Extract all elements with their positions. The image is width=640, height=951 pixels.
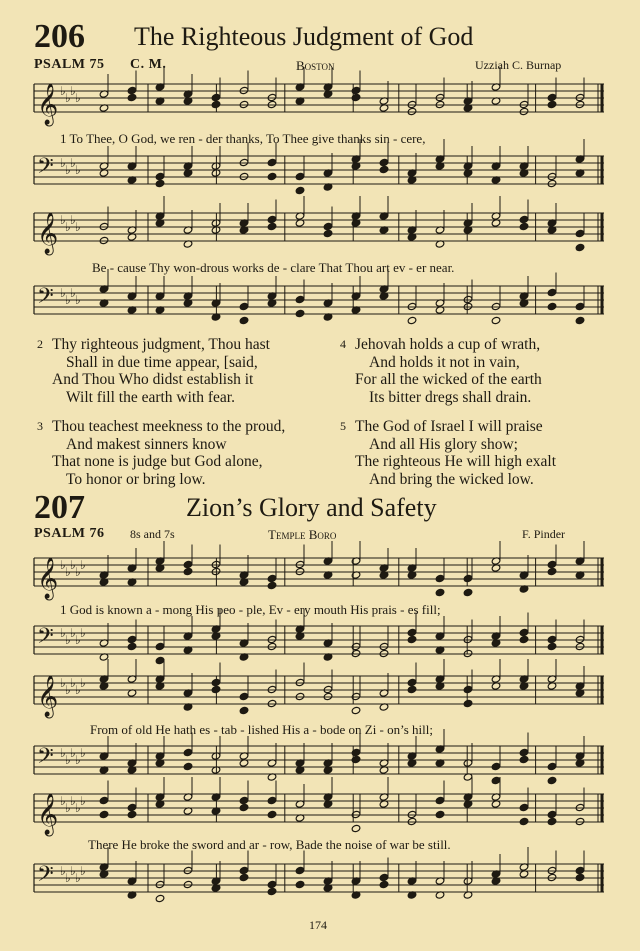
hymn-206-system-1-treble xyxy=(34,78,604,126)
hymn-207-system-1-bass xyxy=(34,620,604,668)
svg-text:♭: ♭ xyxy=(70,794,76,808)
svg-text:♭: ♭ xyxy=(70,286,76,300)
svg-text:♭: ♭ xyxy=(70,213,76,227)
stanza-number: 2 xyxy=(37,337,43,351)
bass-clef-icon: 𝄢 xyxy=(37,284,54,314)
stanza-line: For all the wicked of the earth xyxy=(355,371,542,388)
staff-lines xyxy=(34,156,604,184)
stanza-line: That none is judge but God alone, xyxy=(52,453,263,470)
svg-text:♭: ♭ xyxy=(65,753,71,767)
hymn-207-composer: F. Pinder xyxy=(522,527,566,541)
stanza-line: Jehovah holds a cup of wrath, xyxy=(355,336,541,353)
svg-text:♭: ♭ xyxy=(75,871,81,885)
svg-text:♭: ♭ xyxy=(60,84,66,98)
svg-text:♭: ♭ xyxy=(65,871,71,885)
hymn-206-composer: Uzziah C. Burnap xyxy=(475,58,562,72)
staff-lines xyxy=(34,626,604,654)
svg-text:♭: ♭ xyxy=(70,156,76,170)
stanza-line: And holds it not in vain, xyxy=(369,353,520,371)
staff-lines xyxy=(34,746,604,774)
hymn-207-meter: 8s and 7s xyxy=(130,527,175,541)
key-signature-flats-icon xyxy=(60,864,86,885)
stanza-line: And Thou Who didst establish it xyxy=(52,371,254,388)
stanza-line: Shall in due time appear, [said, xyxy=(66,353,258,371)
key-signature-flats-icon xyxy=(60,213,81,234)
hymn-206-meter: C. M. xyxy=(130,57,167,72)
stanza-line: And makest sinners know xyxy=(66,435,227,453)
staff-lines xyxy=(34,676,604,704)
stanza-line: Its bitter dregs shall drain. xyxy=(369,388,532,406)
hymn-206-stanza-2 xyxy=(37,336,270,406)
staff-lines xyxy=(34,794,604,822)
hymn-207-lyric-line-2: From of old He hath es - tab - lished His a - bode on Zi - on’s hill; xyxy=(90,722,434,737)
svg-text:♭: ♭ xyxy=(75,683,81,697)
stanza-number: 4 xyxy=(340,337,346,351)
stanza-line: Thou teachest meekness to the proud, xyxy=(52,418,286,435)
treble-clef-icon: 𝄞 xyxy=(37,794,59,835)
svg-text:♭: ♭ xyxy=(70,626,76,640)
hymn-206-tune: Boston xyxy=(296,58,335,73)
svg-text:♭: ♭ xyxy=(80,558,86,572)
notes xyxy=(99,847,585,903)
svg-text:♭: ♭ xyxy=(70,84,76,98)
hymn-206-lyric-line-2: Be - cause Thy won-drous works de - clare That Thou art ev - er near. xyxy=(92,260,455,275)
hymn-207-tune: Temple Boro xyxy=(268,527,337,542)
hymn-206-system-2-bass xyxy=(34,280,604,328)
svg-text:♭: ♭ xyxy=(75,753,81,767)
svg-text:♭: ♭ xyxy=(75,633,81,647)
hymn-207-system-2-bass xyxy=(34,740,604,788)
svg-text:♭: ♭ xyxy=(70,676,76,690)
svg-text:♭: ♭ xyxy=(60,626,66,640)
svg-text:♭: ♭ xyxy=(60,558,66,572)
svg-text:♭: ♭ xyxy=(75,91,81,105)
hymn-207-psalm: PSALM 76 xyxy=(34,526,105,541)
stanza-number: 3 xyxy=(37,419,43,433)
svg-text:♭: ♭ xyxy=(70,746,76,760)
hymn-206-stanza-4 xyxy=(340,336,542,406)
key-signature-flats-icon xyxy=(60,558,86,579)
hymn-207-system-3-treble xyxy=(34,788,604,836)
svg-text:♭: ♭ xyxy=(65,683,71,697)
notes xyxy=(99,541,585,597)
hymn-207-lyric-line-1: 1 God is known a - mong His peo - ple, Ev - ery mouth His prais - es fill; xyxy=(60,602,441,617)
notes xyxy=(99,139,585,195)
treble-clef-icon: 𝄞 xyxy=(37,84,59,125)
svg-text:♭: ♭ xyxy=(80,794,86,808)
key-signature-flats-icon xyxy=(60,676,86,697)
hymn-206-psalm: PSALM 75 xyxy=(34,57,105,72)
hymn-206-system-2-treble xyxy=(34,207,604,255)
hymn-206-title: The Righteous Judgment of God xyxy=(134,22,474,51)
svg-text:♭: ♭ xyxy=(80,864,86,878)
hymn-206-number: 206 xyxy=(34,18,85,55)
staff-lines xyxy=(34,286,604,314)
hymn-206-system-1-bass xyxy=(34,150,604,198)
svg-text:♭: ♭ xyxy=(60,864,66,878)
svg-text:♭: ♭ xyxy=(60,286,66,300)
bass-clef-icon: 𝄢 xyxy=(37,624,54,654)
svg-text:♭: ♭ xyxy=(70,558,76,572)
stanza-line: And all His glory show; xyxy=(369,435,518,453)
svg-text:♭: ♭ xyxy=(75,220,81,234)
svg-text:♭: ♭ xyxy=(80,746,86,760)
stanza-line: Wilt fill the earth with fear. xyxy=(66,388,235,406)
svg-text:♭: ♭ xyxy=(70,864,76,878)
bass-clef-icon: 𝄢 xyxy=(37,862,54,892)
hymn-207-title: Zion’s Glory and Safety xyxy=(186,493,437,522)
page-number: 174 xyxy=(309,918,327,932)
svg-text:♭: ♭ xyxy=(65,220,71,234)
svg-text:♭: ♭ xyxy=(65,633,71,647)
treble-clef-icon: 𝄞 xyxy=(37,558,59,599)
svg-text:♭: ♭ xyxy=(60,676,66,690)
svg-text:♭: ♭ xyxy=(65,293,71,307)
svg-text:♭: ♭ xyxy=(60,794,66,808)
staff-lines xyxy=(34,864,604,892)
staff-lines xyxy=(34,558,604,586)
hymn-207-number: 207 xyxy=(34,489,85,526)
hymn-207-lyric-line-3: There He broke the sword and ar - row, Bade the noise of war be still. xyxy=(88,837,451,852)
key-signature-flats-icon xyxy=(60,746,86,767)
stanza-line: The righteous He will high exalt xyxy=(355,453,557,470)
treble-clef-icon: 𝄞 xyxy=(37,213,59,254)
svg-text:♭: ♭ xyxy=(80,676,86,690)
key-signature-flats-icon xyxy=(60,84,81,105)
svg-text:♭: ♭ xyxy=(75,801,81,815)
stanza-line: And bring the wicked low. xyxy=(369,470,534,488)
svg-text:♭: ♭ xyxy=(65,565,71,579)
hymn-207-system-2-treble xyxy=(34,670,604,718)
bass-clef-icon: 𝄢 xyxy=(37,744,54,774)
svg-text:♭: ♭ xyxy=(65,801,71,815)
bass-clef-icon: 𝄢 xyxy=(37,154,54,184)
hymn-206-stanza-3 xyxy=(37,418,286,488)
key-signature-flats-icon xyxy=(60,794,86,815)
svg-text:♭: ♭ xyxy=(65,163,71,177)
svg-text:♭: ♭ xyxy=(60,213,66,227)
svg-text:♭: ♭ xyxy=(80,626,86,640)
notes xyxy=(99,269,585,325)
stanza-line: The God of Israel I will praise xyxy=(355,418,543,435)
svg-text:♭: ♭ xyxy=(75,163,81,177)
hymn-207-system-1-treble xyxy=(34,552,604,600)
staff-lines xyxy=(34,213,604,241)
stanza-line: To honor or bring low. xyxy=(66,470,206,488)
svg-text:♭: ♭ xyxy=(65,91,71,105)
treble-clef-icon: 𝄞 xyxy=(37,676,59,717)
hymn-206-stanza-5 xyxy=(340,418,557,488)
staff-lines xyxy=(34,84,604,112)
key-signature-flats-icon xyxy=(60,626,86,647)
svg-text:♭: ♭ xyxy=(75,293,81,307)
svg-text:♭: ♭ xyxy=(60,746,66,760)
key-signature-flats-icon xyxy=(60,286,81,307)
stanza-number: 5 xyxy=(340,419,346,433)
hymn-206-lyric-line-1: 1 To Thee, O God, we ren - der thanks, To Thee give thanks sin - cere, xyxy=(60,131,426,146)
notes xyxy=(99,196,585,252)
svg-text:♭: ♭ xyxy=(60,156,66,170)
stanza-line: Thy righteous judgment, Thou hast xyxy=(52,336,270,353)
key-signature-flats-icon xyxy=(60,156,81,177)
hymn-207-system-3-bass xyxy=(34,858,604,906)
svg-text:♭: ♭ xyxy=(75,565,81,579)
